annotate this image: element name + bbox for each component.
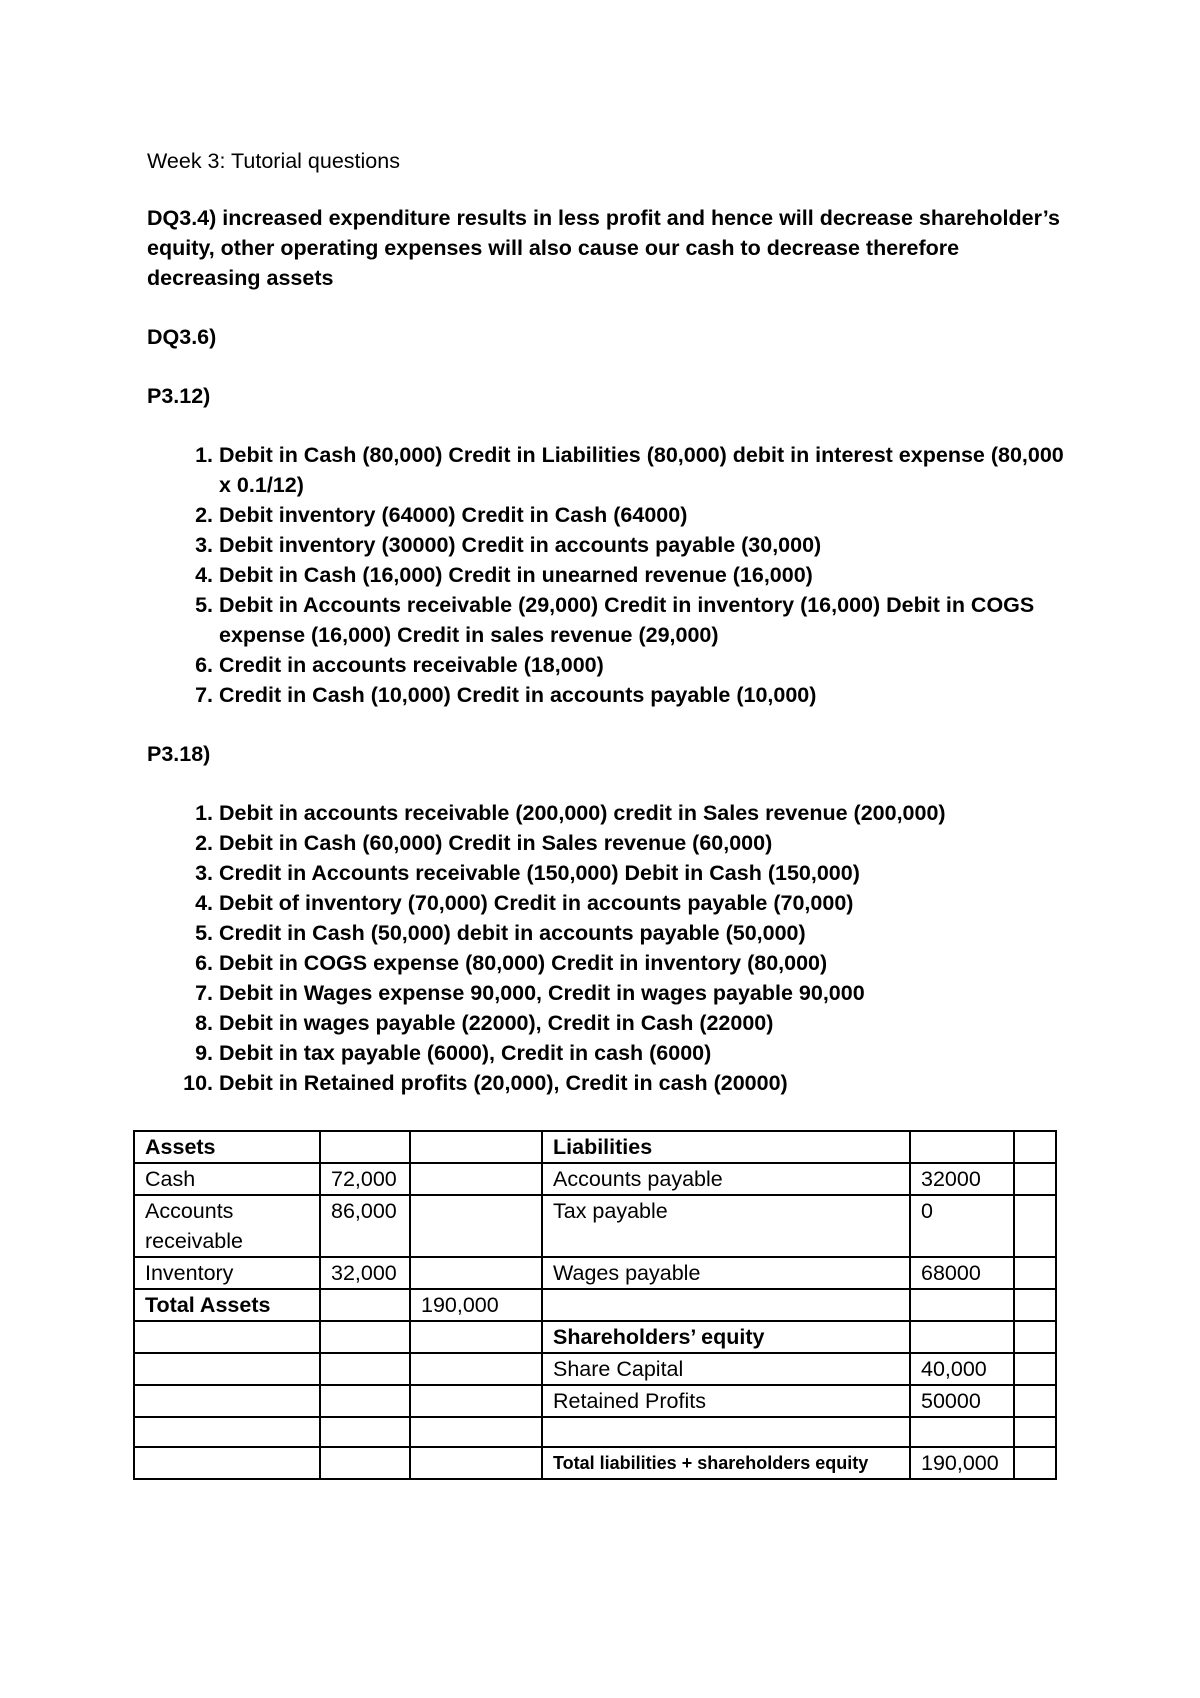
table-cell (410, 1417, 542, 1447)
list-item: 4. Debit of inventory (70,000) Credit in accounts payable (70,000) (195, 891, 854, 915)
table-cell (1014, 1163, 1056, 1195)
table-cell (134, 1417, 320, 1447)
table-cell: Inventory (134, 1257, 320, 1289)
table-cell: Accounts payable (542, 1163, 910, 1195)
list-item: 1. Debit in accounts receivable (200,000) credit in Sales revenue (200,000) (195, 801, 946, 825)
table-cell: 32000 (910, 1163, 1014, 1195)
list-item: 3. Debit inventory (30000) Credit in accounts payable (30,000) (195, 533, 822, 557)
list-item: 5. Credit in Cash (50,000) debit in accounts payable (50,000) (195, 921, 806, 945)
table-row (134, 1447, 1056, 1479)
table-cell (1014, 1353, 1056, 1385)
list-item: 7. Debit in Wages expense 90,000, Credit in wages payable 90,000 (195, 981, 865, 1005)
dq3-4-answer (147, 203, 1067, 293)
table-cell (1014, 1195, 1056, 1257)
p3-12-list (147, 440, 1067, 710)
p3-18-list (147, 798, 1067, 1098)
table-cell (410, 1353, 542, 1385)
list-item: 2. Debit inventory (64000) Credit in Cash (64000) (195, 503, 688, 527)
table-cell (1014, 1447, 1056, 1479)
table-cell (1014, 1321, 1056, 1353)
table-cell: Accounts receivable (134, 1195, 320, 1257)
list-item: 7. Credit in Cash (10,000) Credit in accounts payable (10,000) (195, 683, 817, 707)
list-item: 10. Debit in Retained profits (20,000), Credit in cash (20000) (183, 1071, 788, 1095)
table-row (134, 1353, 1056, 1385)
dq3-6-heading: DQ3.6) (147, 325, 217, 349)
table-cell (410, 1257, 542, 1289)
table-cell: 72,000 (320, 1163, 410, 1195)
balance-sheet-table (133, 1130, 1057, 1480)
table-cell (910, 1417, 1014, 1447)
list-item: 1. Debit in Cash (80,000) Credit in Liabilities (80,000) debit in interest expense (80,000 x 0.1/12) (195, 443, 1064, 497)
p3-12-heading: P3.12) (147, 384, 211, 408)
table-cell: Total liabilities + shareholders equity (542, 1447, 910, 1479)
table-row (134, 1417, 1056, 1447)
dq3-4-label: DQ3.4) (147, 206, 217, 230)
table-cell (410, 1321, 542, 1353)
table-cell (1014, 1417, 1056, 1447)
table-cell: Shareholders’ equity (542, 1321, 910, 1353)
table-row (134, 1289, 1056, 1321)
table-cell (410, 1195, 542, 1257)
table-cell (410, 1131, 542, 1163)
table-cell (1014, 1257, 1056, 1289)
list-item: 5. Debit in Accounts receivable (29,000) Credit in inventory (16,000) Debit in COGS expense (16,000) Credit in sales revenue (29,000) (195, 593, 1035, 647)
table-row (134, 1163, 1056, 1195)
p3-18-heading: P3.18) (147, 742, 211, 766)
table-cell (542, 1289, 910, 1321)
table-cell: 50000 (910, 1385, 1014, 1417)
table-cell: 32,000 (320, 1257, 410, 1289)
table-cell (320, 1385, 410, 1417)
dq3-4-text: increased expenditure results in less profit and hence will decrease shareholder’s equity, other operating expenses will also cause our cash to decrease therefore decreasing assets (147, 206, 1060, 290)
list-item: 2. Debit in Cash (60,000) Credit in Sales revenue (60,000) (195, 831, 773, 855)
table-row (134, 1321, 1056, 1353)
table-cell: Wages payable (542, 1257, 910, 1289)
table-cell: 86,000 (320, 1195, 410, 1257)
table-row (134, 1131, 1056, 1163)
table-cell (320, 1447, 410, 1479)
document-page (147, 146, 1067, 1127)
table-cell: Total Assets (134, 1289, 320, 1321)
page-title: Week 3: Tutorial questions (147, 149, 400, 173)
table-cell: Tax payable (542, 1195, 910, 1257)
table-cell: Share Capital (542, 1353, 910, 1385)
table-cell: 68000 (910, 1257, 1014, 1289)
table-cell: 190,000 (910, 1447, 1014, 1479)
table-cell (1014, 1385, 1056, 1417)
list-item: 4. Debit in Cash (16,000) Credit in unearned revenue (16,000) (195, 563, 813, 587)
table-cell (320, 1353, 410, 1385)
table-row (134, 1257, 1056, 1289)
table-cell: 40,000 (910, 1353, 1014, 1385)
table-cell: Cash (134, 1163, 320, 1195)
table-cell (410, 1163, 542, 1195)
table-cell: Retained Profits (542, 1385, 910, 1417)
table-cell (320, 1417, 410, 1447)
list-item: 3. Credit in Accounts receivable (150,000) Debit in Cash (150,000) (195, 861, 860, 885)
table-cell: 190,000 (410, 1289, 542, 1321)
table-cell (320, 1289, 410, 1321)
table-cell: Assets (134, 1131, 320, 1163)
table-row (134, 1195, 1056, 1257)
table-cell (134, 1353, 320, 1385)
table-cell (910, 1289, 1014, 1321)
table-cell: 0 (910, 1195, 1014, 1257)
table-cell (910, 1321, 1014, 1353)
list-item: 8. Debit in wages payable (22000), Credit in Cash (22000) (195, 1011, 774, 1035)
table-cell (134, 1385, 320, 1417)
table-cell (320, 1131, 410, 1163)
table-cell (1014, 1131, 1056, 1163)
table-cell (134, 1447, 320, 1479)
list-item: 9. Debit in tax payable (6000), Credit in cash (6000) (195, 1041, 712, 1065)
table-cell (542, 1417, 910, 1447)
table-cell (134, 1321, 320, 1353)
table-cell (410, 1447, 542, 1479)
table-cell (410, 1385, 542, 1417)
table-row (134, 1385, 1056, 1417)
table-cell (1014, 1289, 1056, 1321)
table-cell (910, 1131, 1014, 1163)
table-cell (320, 1321, 410, 1353)
list-item: 6. Credit in accounts receivable (18,000) (195, 653, 604, 677)
list-item: 6. Debit in COGS expense (80,000) Credit in inventory (80,000) (195, 951, 828, 975)
table-cell: Liabilities (542, 1131, 910, 1163)
